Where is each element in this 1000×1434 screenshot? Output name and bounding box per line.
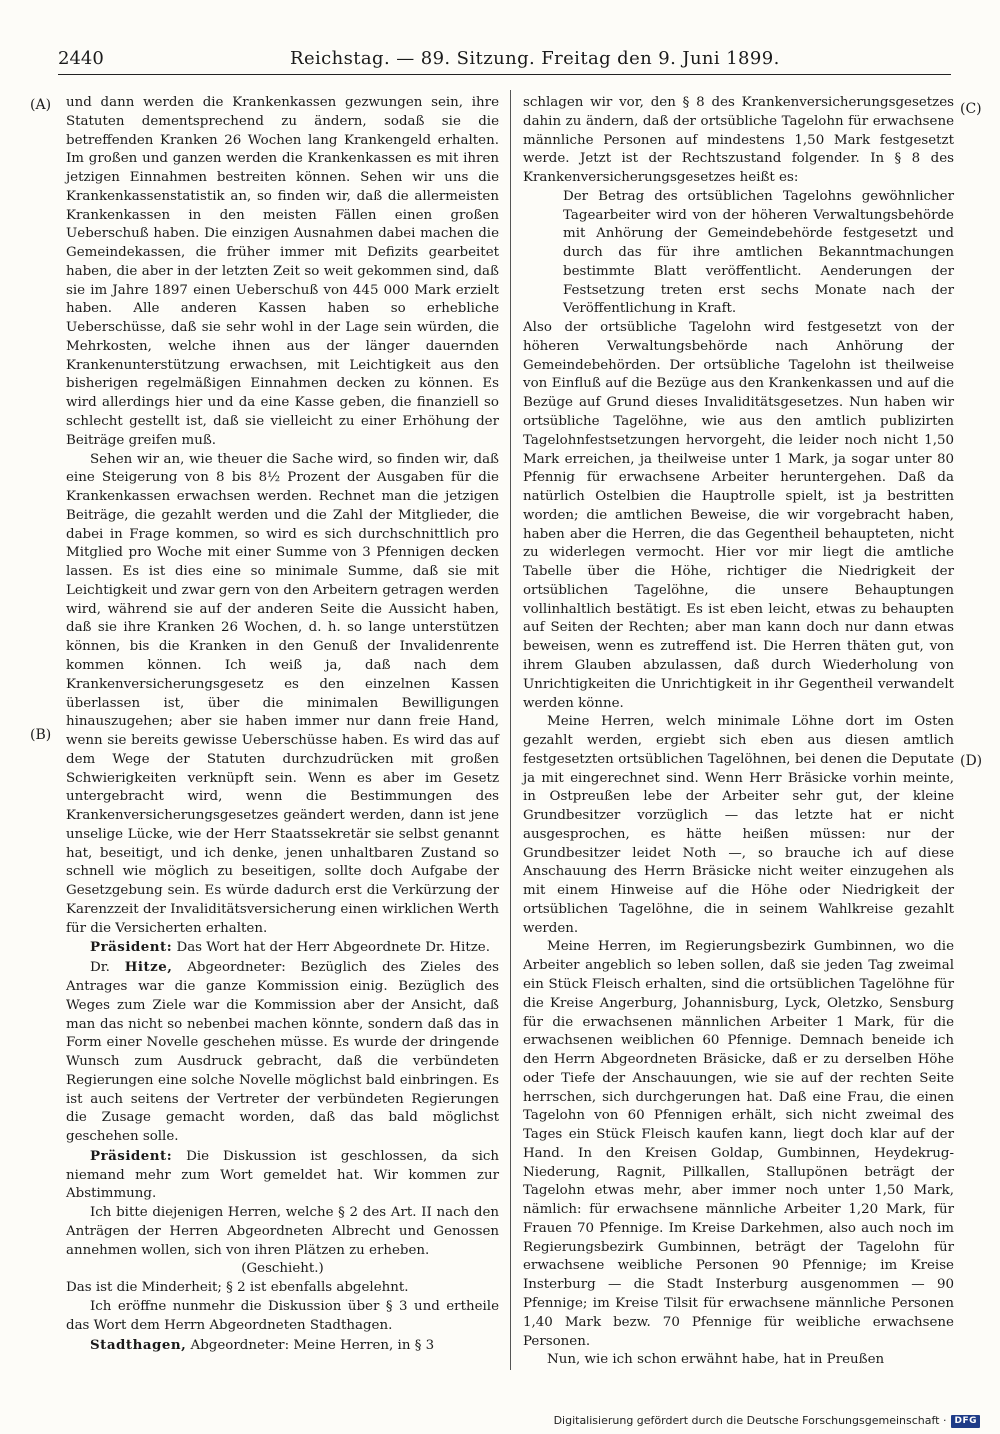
left-column bbox=[66, 94, 499, 1384]
page-header bbox=[58, 48, 951, 75]
right-paragraph-4: Meine Herren, im Regierungsbezirk Gumbinnen, wo die Arbeiter angeblich so leben sollen, daß sie jeden Tag zweimal ein Stück Fleisch erhalten, sind die ortsüblichen Tagelöhne für die Kreise Angerburg, Johannisburg, Lyck, Oletzko, Sensburg für die erwachsenen männlichen Arbeiter 1 Mark, für die erwachsenen weiblichen 60 Pfennige. Demnach beneide ich den Herrn Abgeordneten Bräsicke, daß er zu derselben Höhe oder Tiefe der Anschauungen, wie sie auf der rechten Seite herrschen, sich durchgerungen hat. Daß eine Frau, die einen Tagelohn von 60 Pfennigen erhält, sich nicht zweimal des Tages ein Stück Fleisch kaufen kann, liegt doch klar auf der Hand. In den Kreisen Goldap, Gumbinnen, Heydekrug-Niederung, Ragnit, Pillkallen, Stallupönen beträgt der Tagelohn etwas mehr, aber immer noch unter 1,50 Mark, nämlich: für erwachsene männliche Arbeiter 1,20 Mark, für Frauen 70 Pfennige. Im Kreise Darkehmen, also auch noch im Regierungsbezirk Gumbinnen, beträgt der Tagelohn für erwachsene weibliche Personen 90 Pfennige; im Kreise Insterburg — die Stadt Insterburg ausgenommen — 90 Pfennige; im Kreise Tilsit für erwachsene männliche Personen 1,40 Mark bezw. 70 Pfennige für weibliche erwachsene Personen. bbox=[523, 939, 954, 1349]
margin-mark-d: (D) bbox=[960, 753, 983, 769]
speaker-stadthagen: Stadthagen, bbox=[90, 1336, 187, 1353]
right-column bbox=[523, 94, 954, 1384]
right-paragraph-1: schlagen wir vor, den § 8 des Krankenversicherungsgesetzes dahin zu ändern, daß der ortsübliche Tagelohn für erwachsene männliche Personen auf mindestens 1,50 Mark festgesetzt werde. Jetzt ist der Rechtszustand folgender. In § 8 des Krankenversicherungsgesetzes heißt es: bbox=[523, 95, 954, 186]
president-statement-1-text: Das Wort hat der Herr Abgeordnete Dr. Hitze. bbox=[176, 940, 490, 956]
hitze-statement-text: Abgeordneter: Bezüglich des Zieles des Antrages war die ganze Kommission einig. Bezüglich des Weges zum Ziele war die Kommission aber der Ansicht, daß man das nicht so nebenbei machen könnte, sondern daß das in Form einer Novelle geschehen müsse. Es wurde der dringende Wunsch zum Ausdruck gebracht, daß die verbündeten Regierungen eine solche Novelle möglichst bald einbringen. Es ist auch seitens der Vertreter der verbündeten Regierungen die Zusage gemacht worden, daß das bald möglichst geschehen solle. bbox=[66, 960, 499, 1145]
footer-credit: Digitalisierung gefördert durch die Deutsche Forschungsgemeinschaft · bbox=[553, 1414, 947, 1427]
right-paragraph-3: Meine Herren, welch minimale Löhne dort im Osten gezahlt werden, ergiebt sich eben aus diesen amtlich festgesetzten ortsüblichen Tagelöhnen, bei denen die Deputate ja mit eingerechnet sind. Wenn Herr Bräsicke vorhin meinte, in Ostpreußen lebe der Arbeiter sehr gut, der kleine Grundbesitzer vorzüglich — das letzte hat er nicht ausgesprochen, es hätte heißen müssen: nur der Grundbesitzer leidet Noth —, so brauche ich auf diese Anschauung des Herrn Bräsicke nicht weiter einzugehen als mit einem Hinweise auf die Höhe oder Niedrigkeit der ortsüblichen Tagelöhne, die in seinem Wahlkreise gezahlt werden. bbox=[523, 714, 954, 936]
right-paragraph-2: Also der ortsübliche Tagelohn wird festgesetzt von der höheren Verwaltungsbehörde nach Anhörung der Gemeindebehörden. Der ortsübliche Tagelohn ist theilweise von Einfluß auf die Bezüge aus den Krankenkassen und auf die Bezüge auf Grund dieses Invaliditätsgesetzes. Nun haben wir ortsübliche Tagelöhne, wie aus den amtlich publizirten Tagelohnfestsetzungen hervorgeht, die leider noch nicht 1,50 Mark erreichen, ja theilweise unter 1 Mark, ja sogar unter 80 Pfennig für erwachsene Arbeiter heruntergehen. Daß da natürlich Ostelbien die Hauptrolle spielt, ist ja bestritten worden; die amtlichen Beweise, die wir vorgebracht haben, haben aber die Herren, die das Gegentheil behaupteten, nicht zu widerlegen vermocht. Hier vor mir liegt die amtliche Tabelle über die Höhe, richtiger die Niedrigkeit der ortsüblichen Tagelöhne, die unsere Behauptungen vollinhaltlich bestätigt. Es ist eben leicht, etwas zu behaupten auf Seiten der Rechten; aber man kann doch nur dann etwas beweisen, wenn es zutreffend ist. Die Herren thäten gut, von ihrem Glauben abzulassen, daß durch Wiederholung von Unrichtigkeiten die Unrichtigkeit in ihr Gegentheil verwandelt werden könne. bbox=[523, 320, 954, 711]
president-statement-2-text: Die Diskussion ist geschlossen, da sich niemand mehr zum Wort gemeldet hat. Wir kommen zur Abstimmung. bbox=[66, 1148, 499, 1202]
margin-mark-c: (C) bbox=[960, 101, 982, 117]
stage-direction: (Geschieht.) bbox=[241, 1261, 324, 1277]
hitze-title: Dr. bbox=[90, 960, 110, 976]
speaker-president: Präsident: bbox=[90, 939, 173, 956]
margin-mark-a: (A) bbox=[30, 97, 52, 113]
right-paragraph-5: Nun, wie ich schon erwähnt habe, hat in Preußen bbox=[547, 1352, 885, 1368]
discussion-opening: Ich eröffne nunmehr die Diskussion über § 3 und ertheile das Wort dem Herrn Abgeordneten Stadthagen. bbox=[66, 1299, 499, 1333]
president-statement-1 bbox=[66, 938, 499, 958]
speaker-hitze: Hitze, bbox=[124, 959, 173, 976]
stadthagen-statement-text: Abgeordneter: Meine Herren, in § 3 bbox=[190, 1337, 435, 1353]
vote-result: Das ist die Minderheit; § 2 ist ebenfalls abgelehnt. bbox=[66, 1280, 409, 1296]
margin-mark-b: (B) bbox=[30, 727, 52, 743]
stadthagen-statement bbox=[66, 1336, 499, 1356]
column-divider bbox=[510, 90, 511, 1370]
president-statement-2 bbox=[66, 1147, 499, 1204]
vote-request: Ich bitte diejenigen Herren, welche § 2 des Art. II nach den Anträgen der Herren Abgeordneten Albrecht und Genossen annehmen wollen, sich von ihren Plätzen zu erheben. bbox=[66, 1205, 499, 1258]
page-number: 2440 bbox=[58, 48, 104, 69]
running-head: Reichstag. — 89. Sitzung. Freitag den 9. Juni 1899. bbox=[290, 48, 780, 69]
digitization-footer bbox=[554, 1413, 980, 1429]
dfg-logo: DFG bbox=[951, 1415, 980, 1428]
hitze-statement bbox=[66, 958, 499, 1147]
left-paragraph-1: und dann werden die Krankenkassen gezwungen sein, ihre Statuten dementsprechend zu ändern, sodaß sie die betreffenden Kranken 26 Wochen lang Krankengeld erhalten. Im großen und ganzen werden die Krankenkassen es mit ihren jetzigen Einnahmen bestreiten können. Sehen wir uns die Krankenkassenstatistik an, so finden wir, daß die allermeisten Krankenkassen in den meisten Fällen einen großen Ueberschuß haben. Die einzigen Ausnahmen dabei machen die Gemeindekassen, die früher immer mit Defizits gearbeitet haben, die aber in der letzten Zeit so weit gekommen sind, daß sie im Jahre 1897 einen Ueberschuß von 445 000 Mark erzielt haben. Alle anderen Kassen haben so erhebliche Ueberschüsse, daß sie sehr wohl in der Lage sein würden, die Mehrkosten, welche ihnen aus der länger dauernden Krankenunterstützung erwachsen, mit Leichtigkeit aus den bisherigen regelmäßigen Einnahmen decken zu können. Es wird allerdings hier und da eine Kasse geben, die finanziell so schlecht gestellt ist, daß sie vielleicht zu einer Erhöhung der Beiträge greifen muß. bbox=[66, 95, 499, 448]
left-paragraph-2: Sehen wir an, wie theuer die Sache wird, so finden wir, daß eine Steigerung von 8 bis 8½ Prozent der Ausgaben für die Krankenkassen erwachsen werden. Rechnet man die jetzigen Beiträge, die gezahlt werden und die Zahl der Mitglieder, die dabei in Frage kommen, so wird es sich durchschnittlich pro Mitglied pro Woche mit einer Summe von 3 Pfennigen decken lassen. Es ist dies eine so minimale Summe, daß sie mit Leichtigkeit und zwar gern von den Arbeitern getragen werden wird, während sie auf der anderen Seite die Aussicht haben, daß sie ihre Kranken 26 Wochen, d. h. so lange unterstützen können, bis die Kranken in den Genuß der Invalidenrente kommen können. Ich weiß ja, daß nach dem Krankenversicherungsgesetz es den einzelnen Kassen überlassen ist, über die minimalen Bewilligungen hinauszugehen; aber sie haben immer nur dann freie Hand, wenn sie bereits gewisse Ueberschüsse haben. Es wird das auf dem Wege der Statuten durchzudrücken mit großen Schwierigkeiten verknüpft sein. Wenn es aber im Gesetz untergebracht wird, wenn die Bestimmungen des Krankenversicherungsgesetzes geändert werden, dann ist jene unselige Lücke, wie der Herr Staatssekretär sie selbst genannt hat, beseitigt, und ich denke, jenen unhaltbaren Zustand so schnell wie möglich zu beseitigen, sollte doch Aufgabe der Gesetzgebung sein. Es würde dadurch erst die Verkürzung der Karenzzeit der Invaliditätsversicherung einen wirklichen Werth für die Versicherten erhalten. bbox=[66, 451, 499, 936]
speaker-president: Präsident: bbox=[90, 1147, 173, 1164]
law-quote: Der Betrag des ortsüblichen Tagelohns gewöhnlicher Tagearbeiter wird von der höheren Verwaltungsbehörde mit Anhörung der Gemeindebehörde festgesetzt und durch das für ihre amtlichen Bekanntmachungen bestimmte Blatt veröffentlicht. Aenderungen der Festsetzung treten erst sechs Monate nach der Veröffentlichung in Kraft. bbox=[563, 188, 954, 317]
